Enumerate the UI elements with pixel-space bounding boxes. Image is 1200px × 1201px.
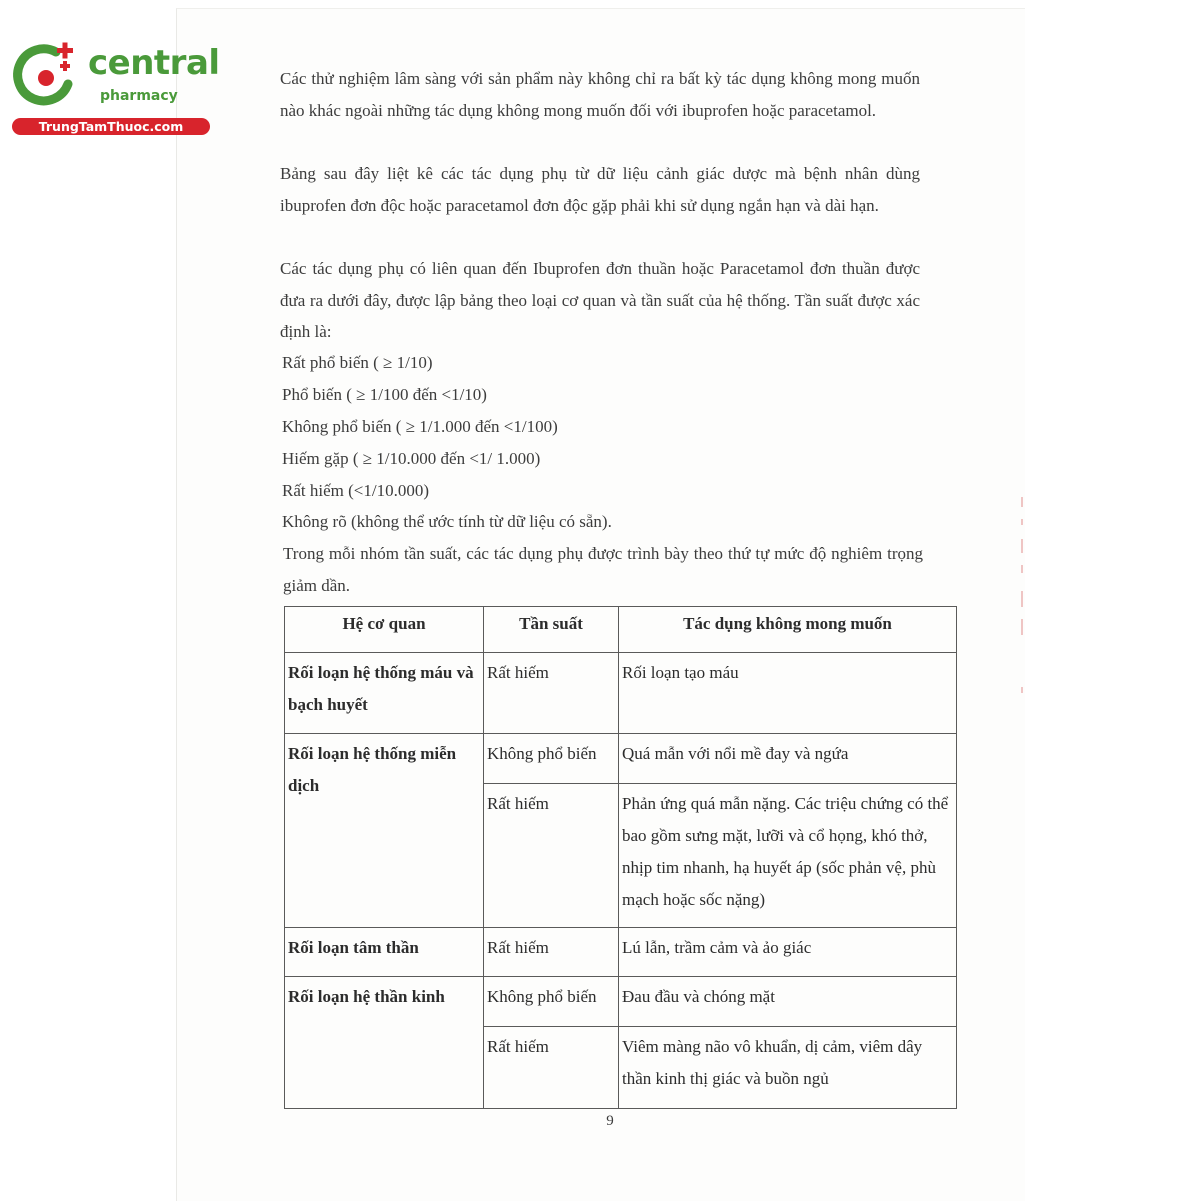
adverse-effect-cell: Viêm màng não vô khuẩn, dị cảm, viêm dây thần kinh thị giác và buồn ngủ — [619, 1026, 957, 1108]
ordering-paragraph: Trong mỗi nhóm tần suất, các tác dụng phụ được trình bày theo thứ tự mức độ nghiêm trọng giảm dần. — [283, 544, 923, 595]
frequency-cell: Không phổ biến — [484, 977, 619, 1026]
header-organ-system: Hệ cơ quan — [285, 607, 484, 653]
frequency-common: Phổ biến ( ≥ 1/100 đến <1/10) — [282, 385, 487, 404]
logo-subtitle: pharmacy — [100, 88, 178, 104]
table-header-row — [285, 607, 957, 653]
intro-paragraph: Các thử nghiệm lâm sàng với sản phẩm này không chỉ ra bất kỳ tác dụng không mong muốn nào khác ngoài những tác dụng không mong muốn đối với ibuprofen hoặc paracetamol. — [280, 69, 920, 120]
header-adverse-effect: Tác dụng không mong muốn — [619, 607, 957, 653]
frequency-unknown: Không rõ (không thể ước tính từ dữ liệu có sẵn). — [282, 512, 612, 531]
pharmacovigilance-paragraph: Bảng sau đây liệt kê các tác dụng phụ từ dữ liệu cảnh giác dược mà bệnh nhân dùng ibuprofen đơn độc hoặc paracetamol đơn độc gặp phải khi sử dụng ngắn hạn và dài hạn. — [280, 164, 920, 215]
organ-system-cell: Rối loạn tâm thần — [285, 928, 484, 977]
logo-banner: TrungTamThuoc.com — [12, 118, 210, 135]
adverse-effect-cell: Rối loạn tạo máu — [619, 653, 957, 734]
adverse-effect-cell: Đau đầu và chóng mặt — [619, 977, 957, 1026]
frequency-cell: Rất hiếm — [484, 928, 619, 977]
pharmacy-cross-icon — [10, 38, 82, 110]
frequency-uncommon: Không phổ biến ( ≥ 1/1.000 đến <1/100) — [282, 417, 558, 436]
table-row — [285, 653, 957, 734]
frequency-rare: Hiếm gặp ( ≥ 1/10.000 đến <1/ 1.000) — [282, 449, 541, 468]
central-pharmacy-logo — [10, 38, 220, 138]
logo-brand-name: central — [88, 43, 220, 83]
frequency-very-rare: Rất hiếm (<1/10.000) — [282, 481, 429, 500]
scan-margin-marks — [1018, 495, 1026, 695]
frequency-definition-paragraph: Các tác dụng phụ có liên quan đến Ibuprofen đơn thuần hoặc Paracetamol đơn thuần được đưa ra dưới đây, được lập bảng theo loại cơ quan và tần suất của hệ thống. Tần suất được xác định là: — [280, 259, 920, 342]
frequency-cell: Rất hiếm — [484, 783, 619, 928]
page-number: 9 — [606, 1113, 614, 1129]
frequency-cell: Không phổ biến — [484, 734, 619, 783]
header-frequency: Tần suất — [484, 607, 619, 653]
adverse-effect-cell: Quá mẫn với nổi mề đay và ngứa — [619, 734, 957, 783]
table-row — [285, 734, 957, 783]
table-row — [285, 977, 957, 1026]
frequency-cell: Rất hiếm — [484, 653, 619, 734]
adverse-effects-table — [284, 606, 957, 1109]
organ-system-cell: Rối loạn hệ thống miễn dịch — [285, 734, 484, 928]
frequency-cell: Rất hiếm — [484, 1026, 619, 1108]
organ-system-cell: Rối loạn hệ thần kinh — [285, 977, 484, 1109]
adverse-effect-cell: Lú lẫn, trầm cảm và ảo giác — [619, 928, 957, 977]
frequency-very-common: Rất phổ biến ( ≥ 1/10) — [282, 353, 433, 372]
adverse-effect-cell: Phản ứng quá mẫn nặng. Các triệu chứng có thể bao gồm sưng mặt, lưỡi và cổ họng, khó thở, nhịp tim nhanh, hạ huyết áp (sốc phản vệ, phù mạch hoặc sốc nặng) — [619, 783, 957, 928]
table-row — [285, 928, 957, 977]
organ-system-cell: Rối loạn hệ thống máu và bạch huyết — [285, 653, 484, 734]
